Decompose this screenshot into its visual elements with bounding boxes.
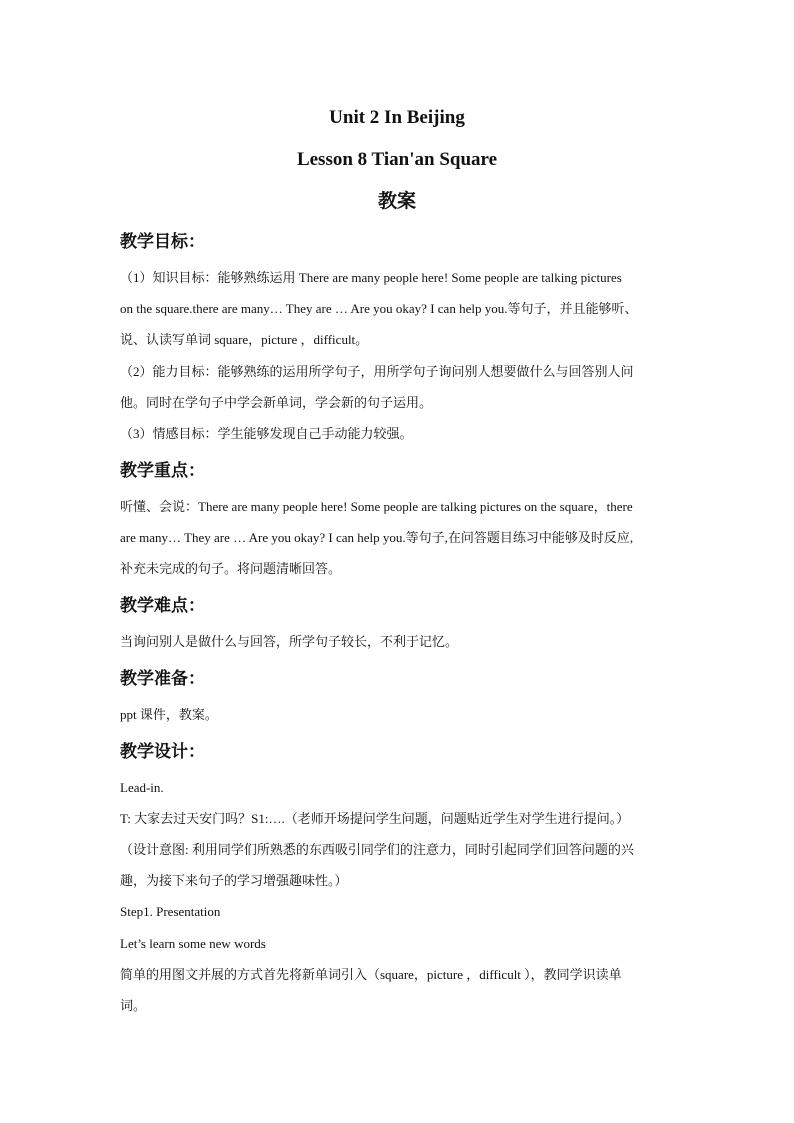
lesson-title: Lesson 8 Tian'an Square	[296, 149, 498, 170]
design-heading: 教学设计：	[120, 742, 205, 762]
difficulties-heading: 教学难点：	[120, 596, 205, 616]
key-points-line: 补充未完成的句子。将问题清晰回答。	[120, 561, 342, 576]
objectives-line: （2）能力目标：能够熟练的运用所学句子，用所学句子询问别人想要做什么与回答别人问	[120, 364, 634, 379]
objectives-line: （1）知识目标：能够熟练运用 There are many people here! Some people are talking pictures	[120, 270, 622, 285]
design-line: 趣，为接下来句子的学习增强趣味性。）	[120, 873, 348, 888]
design-line: Lead-in.	[120, 780, 164, 795]
key-points-heading: 教学重点：	[120, 461, 205, 481]
objectives-line: 他。同时在学句子中学会新单词，学会新的句子运用。	[120, 395, 433, 410]
objectives-line: 说、认读写单词 square，picture ，difficult。	[120, 332, 369, 347]
key-points-line: are many… They are … Are you okay? I can help you.等句子,在问答题目练习中能够及时反应,	[120, 530, 634, 545]
difficulties-line: 当询问别人是做什么与回答，所学句子较长，不利于记忆。	[120, 634, 459, 649]
design-line: Step1. Presentation	[120, 904, 221, 919]
objectives-line: on the square.there are many… They are … Are you okay? I can help you.等句子，并且能够听、	[120, 301, 638, 316]
preparation-line: ppt 课件，教案。	[120, 707, 218, 722]
design-line: 词。	[120, 998, 147, 1013]
unit-title: Unit 2 In Beijing	[329, 107, 465, 128]
doc-type-title: 教案	[377, 190, 416, 212]
design-line: 简单的用图文并展的方式首先将新单词引入（square，picture ，difficult ），教同学识读单	[120, 967, 622, 982]
preparation-heading: 教学准备：	[120, 669, 205, 689]
design-line: （设计意图: 利用同学们所熟悉的东西吸引同学们的注意力，同时引起同学们回答问题的兴	[120, 842, 634, 857]
design-line: Let’s learn some new words	[120, 936, 266, 951]
objectives-heading: 教学目标：	[120, 232, 205, 252]
design-line: T: 大家去过天安门吗？S1:….（老师开场提问学生问题，问题贴近学生对学生进行提问。）	[120, 811, 630, 826]
objectives-line: （3）情感目标：学生能够发现自己手动能力较强。	[120, 426, 413, 441]
key-points-line: 听懂、会说：There are many people here! Some people are talking pictures on the square，there	[120, 499, 633, 514]
